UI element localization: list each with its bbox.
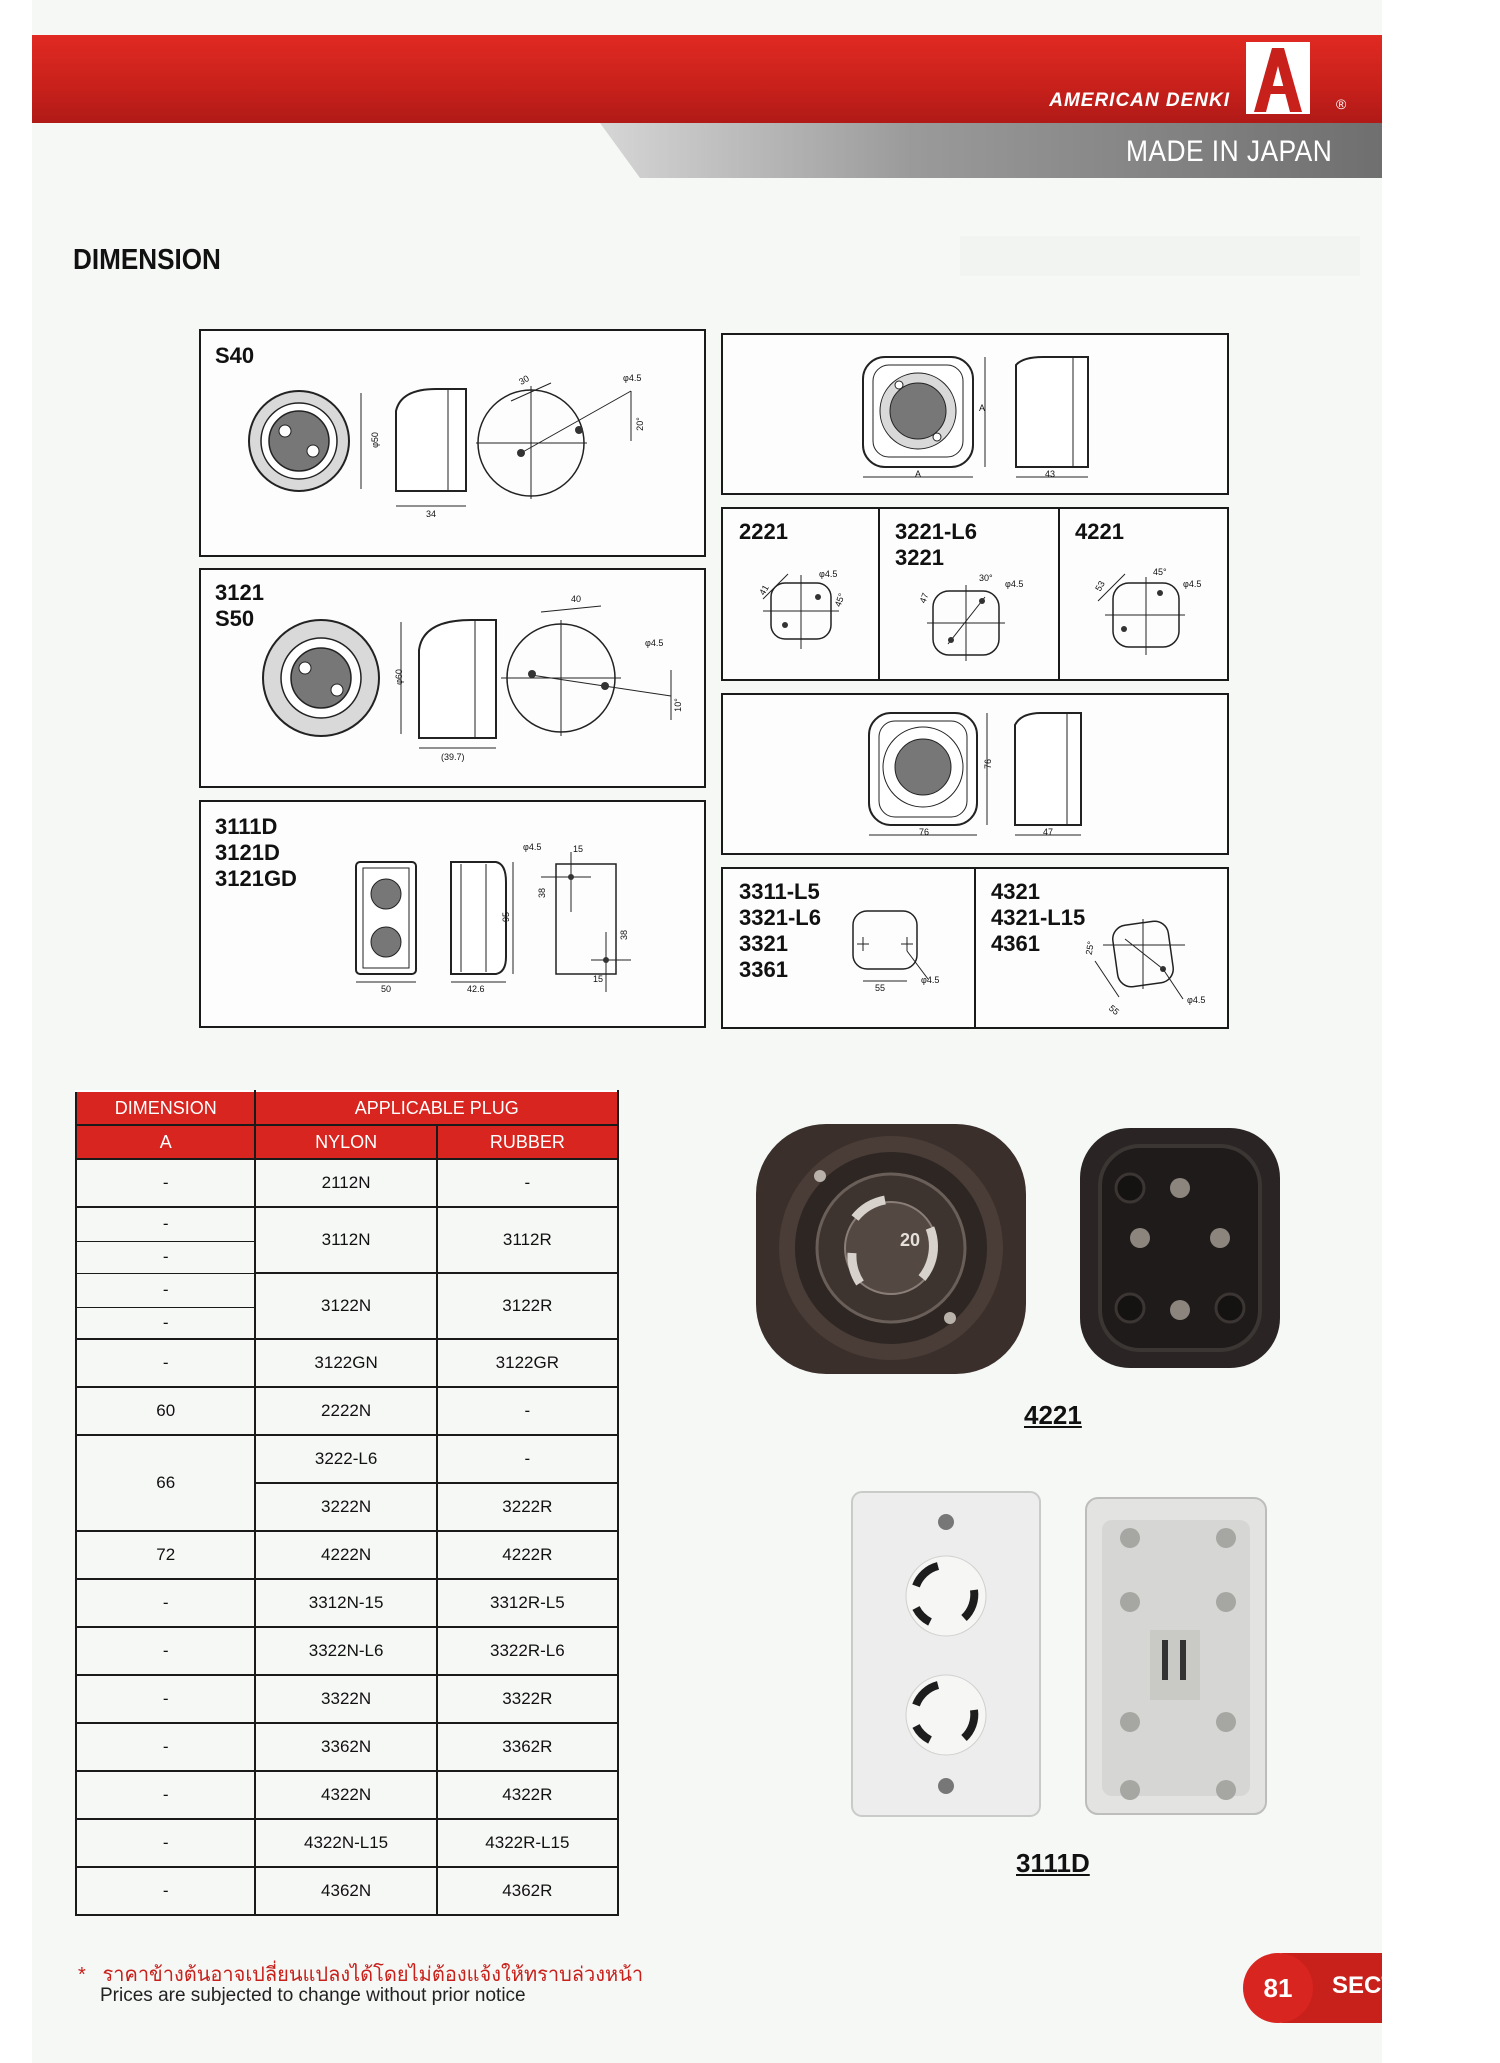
rating-mark: 20 (900, 1230, 921, 1250)
cell-a: - (76, 1207, 255, 1241)
cell-nylon: 4362N (255, 1867, 436, 1915)
dim-76-vertical: 76 (983, 758, 994, 770)
cell-nylon: 3312N-15 (255, 1579, 436, 1627)
table-row (76, 1819, 618, 1867)
cell-nylon: 4222N (255, 1531, 436, 1579)
cell-a: 60 (76, 1387, 255, 1435)
diagram-row-3311 (721, 867, 1229, 1029)
table-row (76, 1387, 618, 1435)
dim-53: 53 (1093, 579, 1107, 593)
cell-nylon: 3122N (255, 1273, 436, 1339)
diagram-row-2221 (721, 507, 1229, 681)
cell-rubber: - (437, 1435, 618, 1483)
asterisk: * (78, 1964, 86, 1986)
cell-nylon: 3122GN (255, 1339, 436, 1387)
table-row (76, 1159, 618, 1207)
cell-a: - (76, 1159, 255, 1207)
header-dimension: DIMENSION (76, 1091, 255, 1125)
cell-rubber: 3362R (437, 1723, 618, 1771)
cell-a: - (76, 1723, 255, 1771)
dim-45deg: 45° (1153, 567, 1167, 577)
square-top-drawing (723, 335, 1227, 493)
dim-43: 43 (1045, 469, 1056, 479)
table-row (76, 1579, 618, 1627)
price-notice-english: Prices are subjected to change without prior notice (100, 1985, 526, 2006)
table-row (76, 1867, 618, 1915)
dim-39-7: (39.7) (441, 752, 465, 762)
dim-phi4-5: φ4.5 (819, 569, 838, 579)
cell-a: - (76, 1675, 255, 1723)
header-a: A (76, 1125, 255, 1159)
diagram-label-4321: 4321 4321-L15 4361 (991, 879, 1086, 956)
dim-38-right: 38 (619, 929, 630, 941)
dim-15-bottom: 15 (593, 974, 604, 984)
cell-rubber: 3312R-L5 (437, 1579, 618, 1627)
table-row (76, 1273, 618, 1307)
cell-nylon: 3222N (255, 1483, 436, 1531)
diagram-label-3311: 3311-L5 3321-L6 3321 3361 (739, 879, 821, 982)
cell-a: - (76, 1627, 255, 1675)
dim-30: 30 (517, 373, 531, 387)
dim-30deg: 30° (979, 573, 993, 583)
photo-label-4221: 4221 (1024, 1400, 1082, 1430)
cell-a: - (76, 1819, 255, 1867)
table-row (76, 1675, 618, 1723)
diagram-square-mid (721, 693, 1229, 855)
cell-a: 72 (76, 1531, 255, 1579)
section-title: DIMENSION (73, 244, 221, 276)
table-row (76, 1339, 618, 1387)
s40-drawing (201, 331, 704, 555)
table-row (76, 1207, 618, 1241)
cell-nylon: 3322N (255, 1675, 436, 1723)
cell-nylon: 3362N (255, 1723, 436, 1771)
dim-76-horizontal: 76 (919, 827, 930, 837)
page-number: 81 (1243, 1953, 1313, 2023)
cell-rubber: 3122GR (437, 1339, 618, 1387)
header-nylon: NYLON (255, 1125, 436, 1159)
cell-nylon: 4322N-L15 (255, 1819, 436, 1867)
dim-phi4-5: φ4.5 (645, 638, 664, 648)
dim-47: 47 (917, 591, 931, 605)
dim-50: 50 (381, 984, 392, 994)
cell-rubber: 3122R (437, 1273, 618, 1339)
dim-41: 41 (757, 583, 771, 597)
dim-55: 55 (875, 983, 886, 993)
made-in-japan: MADE IN JAPAN (1126, 135, 1333, 168)
3111d-drawing (201, 802, 704, 1026)
dim-phi4-5: φ4.5 (1005, 579, 1024, 589)
show-through-background (960, 236, 1360, 276)
dim-a-horizontal: A (915, 469, 922, 479)
dim-phi4-5: φ4.5 (623, 373, 642, 383)
dim-34: 34 (426, 509, 437, 519)
american-denki-logo-icon (1246, 42, 1310, 114)
row-3311-drawing (723, 869, 1227, 1027)
diagram-label-4221: 4221 (1075, 519, 1124, 544)
dim-38-left: 38 (537, 887, 548, 899)
dim-a-vertical: A (979, 403, 986, 413)
dim-40: 40 (571, 594, 582, 604)
diagram-label-3221: 3221-L6 3221 (895, 519, 977, 570)
registered-mark: ® (1336, 96, 1347, 112)
cell-a: - (76, 1771, 255, 1819)
brand-name: AMERICAN DENKI (1049, 90, 1230, 111)
diagram-square-top (721, 333, 1229, 495)
cell-a: - (76, 1307, 255, 1339)
photo-4221-receptacle (750, 1118, 1290, 1378)
dim-15-top: 15 (573, 844, 584, 854)
thai-text: ราคาข้างต้นอาจเปลี่ยนแปลงได้โดยไม่ต้องแจ้งให้ทราบล่วงหน้า (102, 1964, 644, 1986)
dim-phi4-5: φ4.5 (523, 842, 542, 852)
cell-rubber: 4362R (437, 1867, 618, 1915)
cell-rubber: 4322R (437, 1771, 618, 1819)
table-row (76, 1627, 618, 1675)
header-applicable-plug: APPLICABLE PLUG (255, 1091, 618, 1125)
cell-a: - (76, 1339, 255, 1387)
diagram-label: 3121 S50 (215, 580, 264, 631)
cell-nylon: 4322N (255, 1771, 436, 1819)
dim-47: 47 (1043, 827, 1054, 837)
row-2221-drawing (723, 509, 1227, 679)
cell-rubber: 3112R (437, 1207, 618, 1273)
dim-phi60: φ60 (393, 669, 404, 685)
diagram-label-2221: 2221 (739, 519, 788, 544)
dim-95: 95 (501, 911, 512, 923)
cell-rubber: - (437, 1159, 618, 1207)
cell-rubber: 4322R-L15 (437, 1819, 618, 1867)
dim-42-6: 42.6 (467, 984, 485, 994)
photo-label-3111d: 3111D (1016, 1848, 1090, 1878)
cell-rubber: - (437, 1387, 618, 1435)
dim-25deg: 25° (1083, 940, 1096, 956)
cell-nylon: 3322N-L6 (255, 1627, 436, 1675)
dim-55: 55 (1106, 1002, 1122, 1018)
dim-phi4-5: φ4.5 (1187, 995, 1206, 1005)
dim-45deg: 45° (832, 591, 847, 609)
diagram-label: 3111D 3121D 3121GD (215, 814, 297, 891)
header-rubber: RUBBER (437, 1125, 618, 1159)
section-tab-label: SECT (1332, 1972, 1397, 1999)
cell-nylon: 2112N (255, 1159, 436, 1207)
table-row (76, 1435, 618, 1483)
dim-10deg: 10° (672, 698, 683, 712)
applicable-plug-table (75, 1090, 619, 1916)
table-row (76, 1531, 618, 1579)
cell-a: - (76, 1867, 255, 1915)
dim-phi4-5: φ4.5 (1183, 579, 1202, 589)
cell-nylon: 3112N (255, 1207, 436, 1273)
dim-phi4-5: φ4.5 (921, 975, 940, 985)
diagram-3111d (199, 800, 706, 1028)
diagram-3121-s50 (199, 568, 706, 788)
cell-rubber: 3322R-L6 (437, 1627, 618, 1675)
cell-a: - (76, 1273, 255, 1307)
cell-rubber: 3222R (437, 1483, 618, 1531)
diagram-s40 (199, 329, 706, 557)
cell-a: - (76, 1579, 255, 1627)
table-row (76, 1723, 618, 1771)
cell-a: - (76, 1241, 255, 1273)
cell-rubber: 3322R (437, 1675, 618, 1723)
photo-3111d-receptacle (850, 1490, 1270, 1820)
cell-rubber: 4222R (437, 1531, 618, 1579)
cell-a: 66 (76, 1435, 255, 1531)
diagram-label: S40 (215, 343, 255, 368)
dim-20deg: 20° (634, 417, 645, 431)
table-row (76, 1771, 618, 1819)
cell-nylon: 3222-L6 (255, 1435, 436, 1483)
dim-phi50: φ50 (369, 432, 380, 448)
square-mid-drawing (723, 695, 1227, 853)
cell-nylon: 2222N (255, 1387, 436, 1435)
